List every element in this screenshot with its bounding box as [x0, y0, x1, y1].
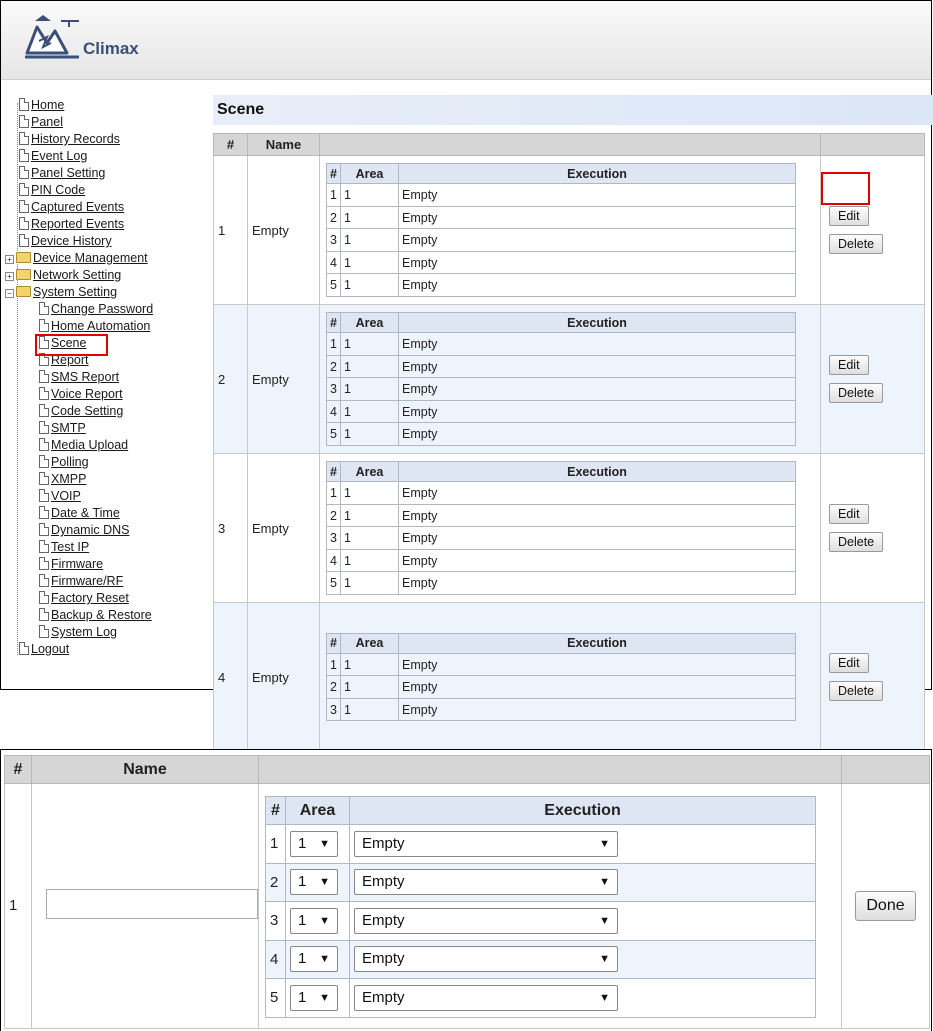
exec-area: 1	[341, 653, 399, 676]
exec-value: Empty	[399, 527, 796, 550]
document-icon	[39, 574, 49, 587]
document-icon	[39, 591, 49, 604]
document-icon	[39, 438, 49, 451]
area-cell	[286, 940, 350, 979]
execution-row	[327, 698, 796, 721]
scene-row	[214, 454, 925, 603]
nav-item[interactable]	[5, 420, 205, 437]
action-cell	[821, 454, 925, 603]
document-icon	[19, 132, 29, 145]
brand-name: Climax	[83, 39, 139, 58]
execution-table	[326, 633, 796, 722]
exec-num: 4	[266, 940, 286, 979]
document-icon	[19, 98, 29, 111]
inner-num-header: #	[266, 797, 286, 825]
header-bar	[1, 1, 931, 80]
chevron-down-icon: ▼	[319, 953, 330, 966]
exec-value: Empty	[399, 549, 796, 572]
execution-cell	[320, 156, 821, 305]
exec-area: 1	[341, 504, 399, 527]
collapse-icon[interactable]: −	[5, 289, 14, 298]
execution-row	[327, 676, 796, 699]
inner-execution-header: Execution	[399, 164, 796, 184]
execution-row	[327, 274, 796, 297]
nav-link[interactable]: Scene	[51, 336, 87, 350]
execution-cell	[320, 305, 821, 454]
execution-row	[327, 333, 796, 356]
document-icon	[39, 608, 49, 621]
exec-area: 1	[341, 400, 399, 423]
area-cell	[286, 902, 350, 941]
inner-area-header: Area	[341, 462, 399, 482]
nav-link[interactable]: Captured Events	[31, 200, 125, 214]
edit-execution-table	[265, 796, 816, 1018]
exec-area: 1	[341, 527, 399, 550]
area-select[interactable]	[290, 831, 338, 857]
execution-select-cell	[350, 863, 816, 902]
document-icon	[39, 302, 49, 315]
execution-row	[327, 400, 796, 423]
col-name-header: Name	[248, 134, 320, 156]
execution-select[interactable]	[354, 985, 618, 1011]
execution-row	[327, 482, 796, 505]
exec-num: 4	[327, 400, 341, 423]
nav-link[interactable]: Home Automation	[51, 319, 151, 333]
chevron-down-icon: ▼	[319, 876, 330, 889]
nav-link[interactable]: Polling	[51, 455, 89, 469]
chevron-down-icon: ▼	[319, 991, 330, 1004]
scene-row	[214, 156, 925, 305]
nav-link[interactable]: VOIP	[51, 489, 81, 503]
nav-item[interactable]	[5, 607, 205, 624]
nav-item[interactable]	[5, 386, 205, 403]
execution-select-cell	[350, 979, 816, 1018]
execution-select-cell	[350, 940, 816, 979]
nav-link[interactable]: Device Management	[33, 251, 148, 265]
document-icon	[19, 234, 29, 247]
document-icon	[19, 149, 29, 162]
exec-value: Empty	[399, 504, 796, 527]
execution-row	[327, 653, 796, 676]
nav-item[interactable]	[5, 148, 205, 165]
exec-value: Empty	[399, 206, 796, 229]
execution-cell	[259, 784, 842, 1029]
area-select-value: 1	[298, 834, 307, 852]
area-select[interactable]	[290, 908, 338, 934]
nav-link[interactable]: Media Upload	[51, 438, 129, 452]
execution-select[interactable]	[354, 869, 618, 895]
nav-item[interactable]	[5, 284, 205, 301]
exec-num: 2	[327, 206, 341, 229]
document-icon	[19, 217, 29, 230]
nav-link[interactable]: XMPP	[51, 472, 87, 486]
nav-link[interactable]: SMS Report	[51, 370, 120, 384]
execution-row	[327, 355, 796, 378]
inner-area-header: Area	[341, 633, 399, 653]
document-icon	[39, 387, 49, 400]
document-icon	[39, 489, 49, 502]
nav-item[interactable]	[5, 318, 205, 335]
chevron-down-icon: ▼	[319, 837, 330, 850]
scene-num: 3	[214, 454, 248, 603]
execution-table	[326, 163, 796, 297]
nav-item[interactable]	[5, 267, 205, 284]
nav-item[interactable]	[5, 131, 205, 148]
nav-link[interactable]: Test IP	[51, 540, 90, 554]
nav-link[interactable]: Change Password	[51, 302, 154, 316]
execution-row	[327, 549, 796, 572]
col-blank-header	[259, 756, 842, 784]
scene-name: Empty	[248, 454, 320, 603]
folder-icon	[16, 252, 31, 263]
document-icon	[19, 115, 29, 128]
exec-value: Empty	[399, 698, 796, 721]
scene-num: 4	[214, 603, 248, 752]
document-icon	[19, 183, 29, 196]
execution-select-cell	[350, 902, 816, 941]
scene-num: 1	[5, 784, 32, 1029]
execution-select-cell	[350, 825, 816, 864]
sidebar-nav	[5, 97, 205, 658]
execution-select-value: Empty	[362, 950, 405, 968]
expand-icon[interactable]: +	[5, 255, 14, 264]
execution-cell	[320, 603, 821, 752]
nav-item[interactable]	[5, 505, 205, 522]
nav-item[interactable]	[5, 233, 205, 250]
exec-area: 1	[341, 698, 399, 721]
nav-item[interactable]	[5, 301, 205, 318]
edit-execution-row	[266, 979, 816, 1018]
delete-button[interactable]: Delete	[829, 681, 883, 701]
exec-value: Empty	[399, 229, 796, 252]
edit-button[interactable]: Edit	[829, 653, 869, 673]
scene-num: 2	[214, 305, 248, 454]
nav-item[interactable]	[5, 165, 205, 182]
nav-item[interactable]	[5, 97, 205, 114]
col-blank-header	[320, 134, 821, 156]
execution-table	[326, 312, 796, 446]
edit-highlight-box	[821, 172, 870, 205]
scene-name-input[interactable]	[46, 889, 258, 919]
exec-area: 1	[341, 274, 399, 297]
inner-execution-header: Execution	[399, 633, 796, 653]
exec-num: 2	[266, 863, 286, 902]
edit-execution-row	[266, 825, 816, 864]
area-select[interactable]	[290, 869, 338, 895]
document-icon	[39, 404, 49, 417]
nav-link[interactable]: Code Setting	[51, 404, 124, 418]
nav-item[interactable]	[5, 182, 205, 199]
nav-item[interactable]	[5, 556, 205, 573]
climax-logo[interactable]	[21, 13, 161, 69]
exec-value: Empty	[399, 333, 796, 356]
scene-num: 1	[214, 156, 248, 305]
nav-link[interactable]: SMTP	[51, 421, 86, 435]
nav-link[interactable]: Backup & Restore	[51, 608, 152, 622]
delete-button[interactable]: Delete	[829, 234, 883, 254]
exec-area: 1	[341, 423, 399, 446]
nav-link[interactable]: Dynamic DNS	[51, 523, 130, 537]
nav-link[interactable]: Firmware	[51, 557, 104, 571]
nav-link[interactable]: Event Log	[31, 149, 88, 163]
inner-num-header: #	[327, 633, 341, 653]
exec-num: 5	[327, 572, 341, 595]
document-icon	[39, 472, 49, 485]
exec-num: 2	[327, 355, 341, 378]
nav-link[interactable]: Panel Setting	[31, 166, 106, 180]
chevron-down-icon: ▼	[599, 991, 610, 1004]
nav-item[interactable]	[5, 403, 205, 420]
scene-edit-table	[4, 755, 930, 1029]
execution-select-value: Empty	[362, 911, 405, 929]
area-cell	[286, 979, 350, 1018]
document-icon	[39, 370, 49, 383]
area-select[interactable]	[290, 946, 338, 972]
execution-row	[327, 572, 796, 595]
nav-item[interactable]	[5, 641, 205, 658]
inner-execution-header: Execution	[350, 797, 816, 825]
exec-num: 5	[327, 274, 341, 297]
nav-link[interactable]: History Records	[31, 132, 120, 146]
nav-item[interactable]	[5, 369, 205, 386]
area-select-value: 1	[298, 988, 307, 1006]
inner-execution-header: Execution	[399, 462, 796, 482]
nav-item[interactable]	[5, 437, 205, 454]
nav-item[interactable]	[5, 216, 205, 233]
scene-name: Empty	[248, 603, 320, 752]
delete-button[interactable]: Delete	[829, 383, 883, 403]
document-icon	[39, 540, 49, 553]
exec-num: 3	[327, 378, 341, 401]
area-select-value: 1	[298, 950, 307, 968]
nav-link[interactable]: Device History	[31, 234, 112, 248]
exec-value: Empty	[399, 184, 796, 207]
exec-num: 4	[327, 251, 341, 274]
execution-table	[326, 461, 796, 595]
nav-item[interactable]	[5, 624, 205, 641]
exec-value: Empty	[399, 251, 796, 274]
exec-num: 3	[327, 229, 341, 252]
exec-num: 1	[266, 825, 286, 864]
exec-value: Empty	[399, 676, 796, 699]
execution-select-value: Empty	[362, 873, 405, 891]
nav-item[interactable]	[5, 454, 205, 471]
edit-button[interactable]: Edit	[829, 504, 869, 524]
chevron-down-icon: ▼	[599, 953, 610, 966]
exec-area: 1	[341, 333, 399, 356]
exec-num: 1	[327, 184, 341, 207]
exec-num: 2	[327, 676, 341, 699]
nav-link[interactable]: System Log	[51, 625, 118, 639]
exec-num: 5	[327, 423, 341, 446]
nav-link[interactable]: System Setting	[33, 285, 118, 299]
nav-item[interactable]	[5, 199, 205, 216]
folder-icon	[16, 286, 31, 297]
nav-item[interactable]	[5, 539, 205, 556]
nav-item[interactable]	[5, 590, 205, 607]
action-cell	[842, 784, 930, 1029]
execution-row	[327, 504, 796, 527]
execution-select[interactable]	[354, 946, 618, 972]
exec-area: 1	[341, 378, 399, 401]
area-cell	[286, 863, 350, 902]
nav-item[interactable]	[5, 114, 205, 131]
nav-item[interactable]	[5, 573, 205, 590]
nav-link[interactable]: Network Setting	[33, 268, 122, 282]
scene-edit-screenshot	[0, 749, 932, 1031]
inner-execution-header: Execution	[399, 313, 796, 333]
exec-num: 5	[266, 979, 286, 1018]
exec-value: Empty	[399, 355, 796, 378]
nav-link[interactable]: Factory Reset	[51, 591, 129, 605]
nav-link[interactable]: Logout	[31, 642, 70, 656]
chevron-down-icon: ▼	[599, 837, 610, 850]
chevron-down-icon: ▼	[599, 876, 610, 889]
area-select[interactable]	[290, 985, 338, 1011]
edit-execution-row	[266, 863, 816, 902]
nav-item[interactable]	[5, 488, 205, 505]
document-icon	[39, 506, 49, 519]
exec-num: 1	[327, 482, 341, 505]
nav-link[interactable]: Voice Report	[51, 387, 123, 401]
page-title: Scene	[213, 95, 933, 125]
exec-area: 1	[341, 482, 399, 505]
document-icon	[19, 642, 29, 655]
nav-link[interactable]: Report	[51, 353, 89, 367]
exec-value: Empty	[399, 274, 796, 297]
done-button[interactable]: Done	[855, 891, 915, 921]
folder-icon	[16, 269, 31, 280]
nav-link[interactable]: Firmware/RF	[51, 574, 124, 588]
document-icon	[39, 421, 49, 434]
area-select-value: 1	[298, 911, 307, 929]
name-cell	[32, 784, 259, 1029]
nav-item[interactable]	[5, 250, 205, 267]
chevron-down-icon: ▼	[599, 914, 610, 927]
climax-logo-icon	[21, 13, 81, 69]
inner-area-header: Area	[341, 313, 399, 333]
col-num-header: #	[5, 756, 32, 784]
nav-link[interactable]: Home	[31, 98, 65, 112]
document-icon	[39, 523, 49, 536]
scene-row	[214, 603, 925, 752]
exec-num: 3	[327, 698, 341, 721]
execution-cell	[320, 454, 821, 603]
expand-icon[interactable]: +	[5, 272, 14, 281]
exec-area: 1	[341, 251, 399, 274]
exec-value: Empty	[399, 378, 796, 401]
exec-area: 1	[341, 229, 399, 252]
exec-num: 1	[327, 653, 341, 676]
execution-row	[327, 527, 796, 550]
col-action-header	[842, 756, 930, 784]
document-icon	[19, 166, 29, 179]
inner-num-header: #	[327, 313, 341, 333]
execution-select-value: Empty	[362, 834, 405, 852]
edit-execution-row	[266, 902, 816, 941]
exec-num: 4	[327, 549, 341, 572]
scene-table	[213, 133, 925, 752]
scene-name: Empty	[248, 156, 320, 305]
exec-value: Empty	[399, 423, 796, 446]
exec-num: 3	[266, 902, 286, 941]
scene-name: Empty	[248, 305, 320, 454]
col-action-header	[821, 134, 925, 156]
nav-item[interactable]	[5, 522, 205, 539]
exec-value: Empty	[399, 482, 796, 505]
action-cell	[821, 603, 925, 752]
execution-select[interactable]	[354, 908, 618, 934]
document-icon	[19, 200, 29, 213]
nav-item[interactable]	[5, 471, 205, 488]
chevron-down-icon: ▼	[319, 914, 330, 927]
action-cell	[821, 305, 925, 454]
exec-area: 1	[341, 355, 399, 378]
exec-area: 1	[341, 549, 399, 572]
edit-execution-row	[266, 940, 816, 979]
inner-num-header: #	[327, 164, 341, 184]
delete-button[interactable]: Delete	[829, 532, 883, 552]
inner-area-header: Area	[341, 164, 399, 184]
execution-row	[327, 423, 796, 446]
exec-area: 1	[341, 206, 399, 229]
area-cell	[286, 825, 350, 864]
exec-num: 1	[327, 333, 341, 356]
exec-value: Empty	[399, 572, 796, 595]
execution-select-value: Empty	[362, 988, 405, 1006]
document-icon	[39, 625, 49, 638]
area-select-value: 1	[298, 873, 307, 891]
inner-num-header: #	[327, 462, 341, 482]
execution-row	[327, 251, 796, 274]
execution-row	[327, 378, 796, 401]
exec-area: 1	[341, 184, 399, 207]
document-icon	[39, 557, 49, 570]
exec-value: Empty	[399, 653, 796, 676]
nav-link[interactable]: Reported Events	[31, 217, 125, 231]
scene-highlight-box	[35, 334, 108, 356]
document-icon	[39, 455, 49, 468]
nav-link[interactable]: Panel	[31, 115, 63, 129]
exec-area: 1	[341, 676, 399, 699]
edit-button[interactable]: Edit	[829, 355, 869, 375]
nav-link[interactable]: Date & Time	[51, 506, 120, 520]
nav-link[interactable]: PIN Code	[31, 183, 86, 197]
exec-num: 2	[327, 504, 341, 527]
exec-num: 3	[327, 527, 341, 550]
exec-value: Empty	[399, 400, 796, 423]
inner-area-header: Area	[286, 797, 350, 825]
col-name-header: Name	[32, 756, 259, 784]
execution-row	[327, 206, 796, 229]
execution-row	[327, 184, 796, 207]
execution-select[interactable]	[354, 831, 618, 857]
execution-row	[327, 229, 796, 252]
document-icon	[39, 319, 49, 332]
col-num-header: #	[214, 134, 248, 156]
exec-area: 1	[341, 572, 399, 595]
edit-button[interactable]: Edit	[829, 206, 869, 226]
scene-row	[214, 305, 925, 454]
